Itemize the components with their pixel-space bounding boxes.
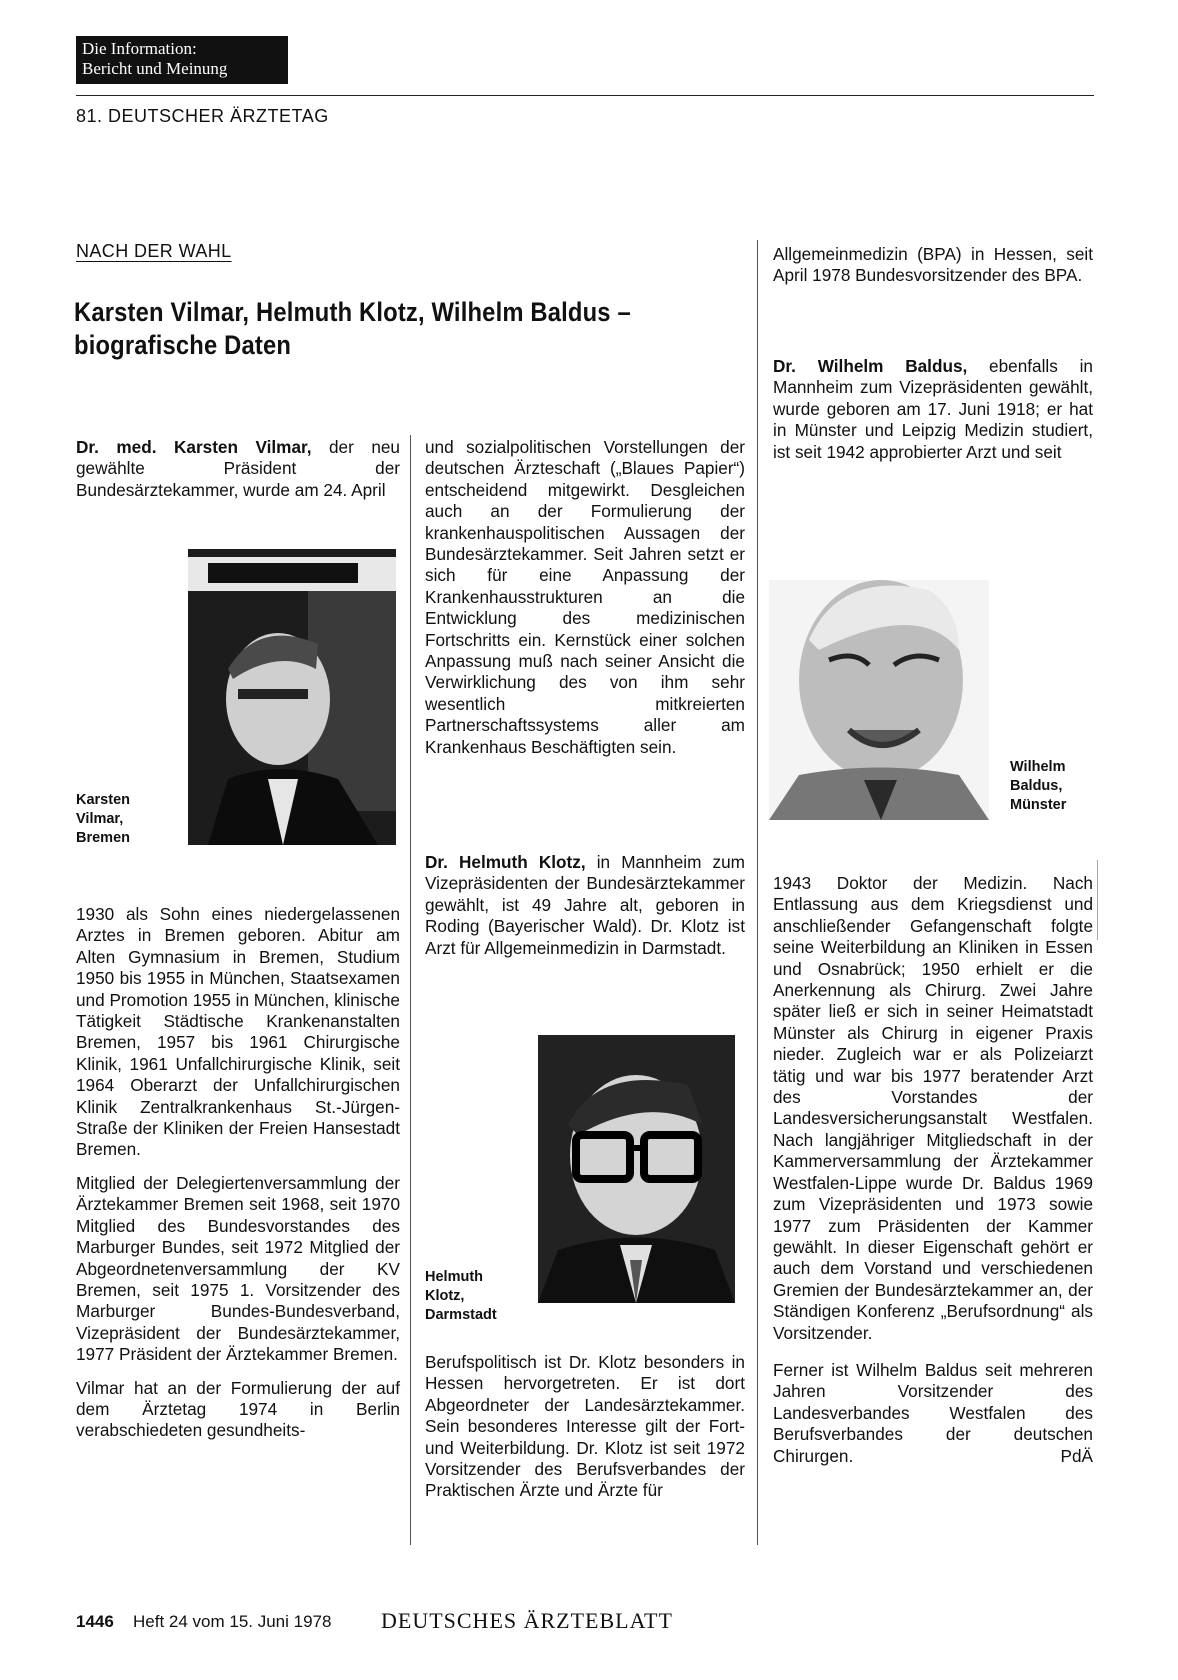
klotz-paragraph-1: in Mannheim zum Vizepräsidenten der Bundesärztekammer gewählt, ist 49 Jahre alt, geboren in Roding (Bayerischer Wald). Dr. Klotz ist Arzt für Allgemeinmedizin in Darmstadt. xyxy=(425,852,745,958)
vilmar-intro-text: der neu gewählte Präsident der Bundesärztekammer, wurde am 24. April xyxy=(76,437,400,500)
photo-klotz-image xyxy=(538,1035,735,1303)
baldus-bio xyxy=(773,873,1093,1467)
baldus-name: Dr. Wilhelm Baldus, xyxy=(773,356,968,376)
klotz-bio xyxy=(425,1352,745,1502)
caption-vilmar xyxy=(76,791,130,848)
signature: PdÄ xyxy=(1060,1445,1093,1466)
caption-klotz-line3: Darmstadt xyxy=(425,1307,497,1323)
photo-vilmar-image xyxy=(188,549,396,845)
baldus-paragraph-2-text: Ferner ist Wilhelm Baldus seit mehreren Jahren Vorsitzender des Landesverbandes Westfalen des Berufsverbandes der deutschen Chirurgen. xyxy=(773,1359,1093,1466)
vilmar-paragraph-2: Mitglied der Delegiertenversammlung der Ärztekammer Bremen seit 1968, seit 1970 Mitglied des Bundesvorstandes des Marburger Bundes, seit 1972 Mitglied der Abgeordnetenversammlung der KV Bremen, seit 1975 1. Vorsitzender des Marburger Bundes-Bundesverband, Vizepräsident der Bundesärztekammer, 1977 Präsident der Ärztekammer Bremen. xyxy=(76,1172,400,1365)
caption-vilmar-line2: Vilmar, xyxy=(76,811,124,827)
photo-baldus xyxy=(769,530,989,820)
klotz-name: Dr. Helmuth Klotz, xyxy=(425,852,586,872)
baldus-paragraph-2 xyxy=(773,1360,1093,1467)
section-label-line2: Bericht und Meinung xyxy=(82,59,228,78)
margin-rule xyxy=(1097,860,1098,940)
klotz-paragraph-2: Berufspolitisch ist Dr. Klotz besonders in Hessen hervorgetreten. Er ist dort Abgeordneter der Landesärztekammer. Sein besonderes Interesse gilt der Fort- und Weiterbildung. Dr. Klotz ist seit 1972 Vorsitzender des Berufsverbandes der Praktischen Ärzte und Ärzte für xyxy=(425,1352,745,1501)
caption-baldus xyxy=(1010,758,1066,815)
column-rule-1 xyxy=(410,435,411,1545)
caption-baldus-line3: Münster xyxy=(1010,797,1067,813)
issue-info: Heft 24 vom 15. Juni 1978 xyxy=(133,1612,332,1631)
photo-klotz xyxy=(538,1035,735,1303)
caption-baldus-line1: Wilhelm xyxy=(1010,759,1066,775)
caption-vilmar-line3: Bremen xyxy=(76,830,130,846)
vilmar-continuation xyxy=(425,437,745,758)
photo-baldus-image xyxy=(769,530,989,820)
photo-vilmar xyxy=(188,549,396,845)
vilmar-bio xyxy=(76,904,400,1442)
headline-line2: biografische Daten xyxy=(74,330,292,360)
klotz-paragraph-2-cont: Allgemeinmedizin (BPA) in Hessen, seit April 1978 Bundesvorsitzender des BPA. xyxy=(773,244,1093,286)
kicker: NACH DER WAHL xyxy=(76,241,232,261)
vilmar-name: Dr. med. Karsten Vilmar, xyxy=(76,437,312,457)
caption-klotz xyxy=(425,1268,497,1325)
section-label-line1: Die Information: xyxy=(82,39,197,58)
vilmar-paragraph-3: Vilmar hat an der Formulierung der auf dem Ärztetag 1974 in Berlin verabschiedeten gesundheits- xyxy=(76,1377,400,1441)
headline-line1: Karsten Vilmar, Helmuth Klotz, Wilhelm Baldus – xyxy=(74,297,631,327)
vilmar-paragraph-3-cont: und sozialpolitischen Vorstellungen der deutschen Ärzteschaft („Blaues Papier“) entscheidend mitgewirkt. Desgleichen auch an der Formulierung der krankenhauspolitischen Aussagen der Bundesärztekammer. Seit Jahren setzt er sich für eine Anpassung der Krankenhausstrukturen an die Entwicklung des medizinischen Fortschritts ein. Kernstück einer solchen Anpassung muß nach seiner Ansicht die Verwirklichung des von ihm sehr wesentlich mitkreierten Partnerschaftssystems aller am Krankenhaus Beschäftigten sein. xyxy=(425,437,745,757)
caption-klotz-line2: Klotz, xyxy=(425,1288,465,1304)
baldus-paragraph-1-cont: 1943 Doktor der Medizin. Nach Entlassung aus dem Kriegsdienst und anschließender Gefangenschaft folgte seine Weiterbildung an Kliniken in Essen und Osnabrück; 1950 erhielt er die Anerkennung als Chirurg. Zwei Jahre später ließ er sich in seiner Heimatstadt Münster als Chirurg in eigener Praxis nieder. Zugleich war er als Polizeiarzt tätig und war bis 1977 beratender Arzt des Vorstandes der Landesversicherungsanstalt Westfalen. Nach langjähriger Mitgliedschaft in der Kammerversammlung der Ärztekammer Westfalen-Lippe wurde Dr. Baldus 1969 zum Vizepräsidenten und 1973 sowie 1977 zum Präsidenten der Kammer gewählt. In dieser Eigenschaft gehört er auch dem Vorstand und verschiedenen Gremien der Bundesärztekammer an, der Ständigen Konferenz „Berufsordnung“ als Vorsitzender. xyxy=(773,873,1093,1343)
event-title: 81. DEUTSCHER ÄRZTETAG xyxy=(76,106,329,126)
column-rule-2 xyxy=(757,240,758,1545)
caption-vilmar-line1: Karsten xyxy=(76,792,130,808)
caption-baldus-line2: Baldus, xyxy=(1010,778,1063,794)
journal-title: DEUTSCHES ÄRZTEBLATT xyxy=(381,1608,673,1633)
caption-klotz-line1: Helmuth xyxy=(425,1269,483,1285)
klotz-intro xyxy=(425,852,745,959)
baldus-paragraph-1: ebenfalls in Mannheim zum Vizepräsidenten gewählt, wurde geboren am 17. Juni 1918; er hat in Münster und Leipzig Medizin studiert, ist seit 1942 approbierter Arzt und seit xyxy=(773,356,1093,462)
klotz-continuation xyxy=(773,244,1093,287)
header-rule xyxy=(76,95,1094,96)
vilmar-paragraph-1: 1930 als Sohn eines niedergelassenen Arztes in Bremen geboren. Abitur am Alten Gymnasium in Bremen, Studium 1950 bis 1955 in München, Staatsexamen und Promotion 1955 in München, klinische Tätigkeit Städtische Krankenanstalten Bremen, 1957 bis 1961 Chirurgische Klinik, 1961 Unfallchirurgische Klinik, seit 1964 Oberarzt der Unfallchirurgischen Klinik Zentralkrankenhaus St.-Jürgen-Straße der Kliniken der Freien Hansestadt Bremen. xyxy=(76,904,400,1160)
page-number: 1446 xyxy=(76,1612,114,1631)
vilmar-intro xyxy=(76,437,400,501)
baldus-intro xyxy=(773,356,1093,463)
section-label xyxy=(76,36,288,84)
headline xyxy=(74,296,655,362)
